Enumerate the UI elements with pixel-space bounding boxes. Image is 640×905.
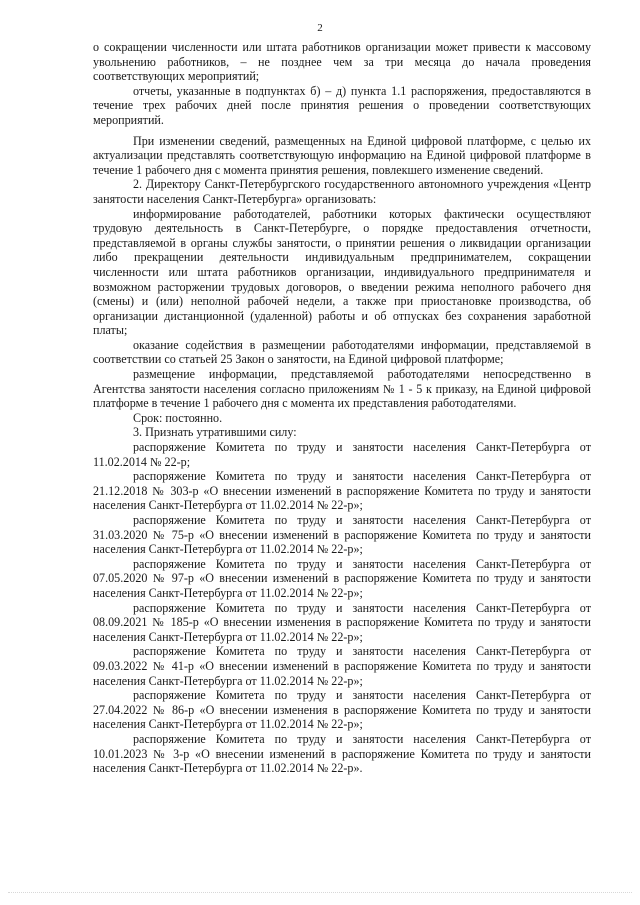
paragraph: распоряжение Комитета по труду и занятости населения Санкт-Петербурга от 11.02.2014 № 22-р; bbox=[93, 440, 591, 469]
paragraph: оказание содействия в размещении работодателями информации, представляемой в соответствии со статьей 25 Закон о занятости, на Единой цифровой платформе; bbox=[93, 337, 591, 367]
paragraph: распоряжение Комитета по труду и занятости населения Санкт-Петербурга от 09.03.2022 № 41-р «О внесении изменений в распоряжение Комитета по труду и занятости населения Санкт-Петербурга от 11.02.2014 № 22-р»; bbox=[93, 644, 591, 688]
paragraph: информирование работодателей, работники которых фактически осуществляют трудовую деятельность в Санкт-Петербурге, о порядке предоставления отчетности, представляемой в органы службы занятости, о принятии решения о ликвидации организации либо прекращении деятельности индивидуальным предпринимателем, сокращении численности или штата работников организации, индивидуального предпринимателя и возможном расторжении трудовых договоров, о введении режима неполного рабочего дня (смены) и (или) неполной рабочей недели, а также при приостановке производства, об организации дистанционной (удаленной) работы и об отпусках без сохранения заработной платы; bbox=[93, 206, 591, 338]
paragraph: распоряжение Комитета по труду и занятости населения Санкт-Петербурга от 21.12.2018 № 303-р «О внесении изменений в распоряжение Комитета по труду и занятости населения Санкт-Петербурга от 11.02.2014 № 22-р»; bbox=[93, 469, 591, 513]
scan-edge-noise bbox=[8, 892, 632, 895]
paragraph: распоряжение Комитета по труду и занятости населения Санкт-Петербурга от 10.01.2023 № 3-р «О внесении изменений в распоряжение Комитета по труду и занятости населения Санкт-Петербурга от 11.02.2014 № 22-р». bbox=[93, 731, 591, 776]
paragraph: Срок: постоянно. bbox=[133, 410, 223, 425]
paragraph: распоряжение Комитета по труду и занятости населения Санкт-Петербурга от 08.09.2021 № 185-р «О внесении изменения в распоряжение Комитета по труду и занятости населения Санкт-Петербурга от 11.02.2014 № 22-р»; bbox=[93, 600, 591, 644]
paragraph: 3. Признать утратившими силу: bbox=[133, 425, 297, 440]
paragraph: о сокращении численности или штата работников организации может привести к массовому увольнению работников, – не позднее чем за три месяца до начала проведения соответствующих мероприятий; bbox=[93, 40, 591, 84]
paragraph: распоряжение Комитета по труду и занятости населения Санкт-Петербурга от 31.03.2020 № 75-р «О внесении изменений в распоряжение Комитета по труду и занятости населения Санкт-Петербурга от 11.02.2014 № 22-р»; bbox=[93, 513, 591, 557]
page-number: 2 bbox=[317, 22, 323, 34]
document-body bbox=[93, 40, 591, 776]
paragraph: При изменении сведений, размещенных на Единой цифровой платформе, с целью их актуализации представлять соответствующую информацию на Единой цифровой платформе в течение 1 рабочего дня с момента принятия решения, повлекшего изменение сведений. bbox=[93, 133, 591, 177]
paragraph: размещение информации, представляемой работодателями непосредственно в Агентства занятости населения согласно приложениям № 1 - 5 к приказу, на Единой цифровой платформе в течение 1 рабочего дня с момента их представления работодателями. bbox=[93, 367, 591, 411]
paragraph: распоряжение Комитета по труду и занятости населения Санкт-Петербурга от 27.04.2022 № 86-р «О внесении изменения в распоряжение Комитета по труду и занятости населения Санкт-Петербурга от 11.02.2014 № 22-р»; bbox=[93, 688, 591, 732]
paragraph: распоряжение Комитета по труду и занятости населения Санкт-Петербурга от 07.05.2020 № 97-р «О внесении изменений в распоряжение Комитета по труду и занятости населения Санкт-Петербурга от 11.02.2014 № 22-р»; bbox=[93, 556, 591, 600]
paragraph: отчеты, указанные в подпунктах б) – д) пункта 1.1 распоряжения, предоставляются в течение трех рабочих дней после принятия решения о проведении соответствующих мероприятий. bbox=[93, 83, 591, 127]
paragraph: 2. Директору Санкт-Петербургского государственного автономного учреждения «Центр занятости населения Санкт-Петербурга» организовать: bbox=[93, 177, 591, 206]
